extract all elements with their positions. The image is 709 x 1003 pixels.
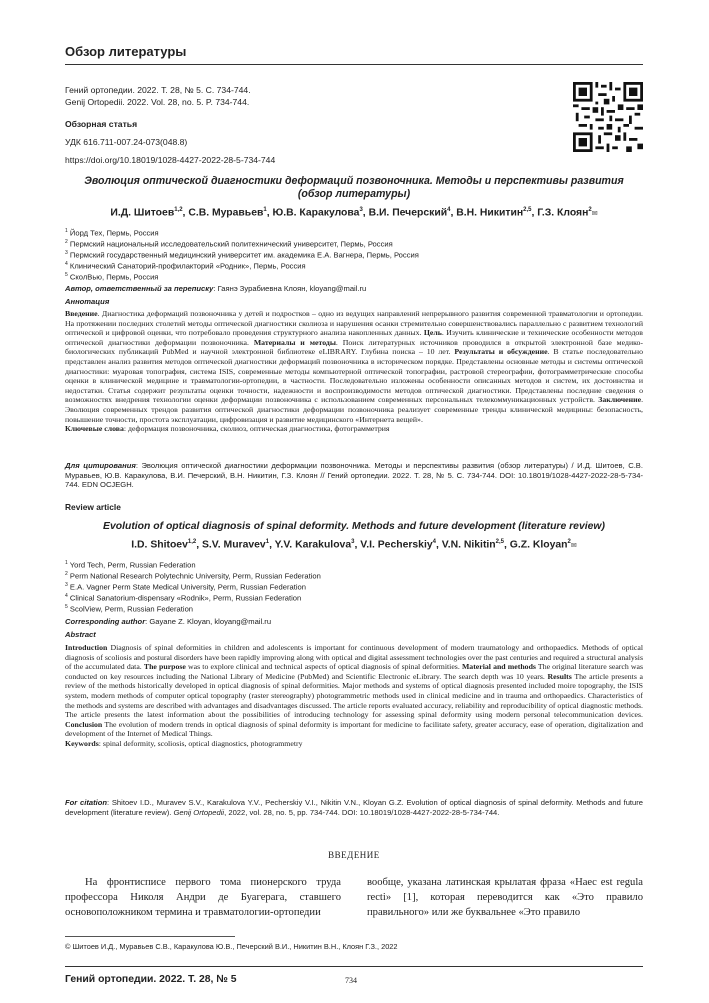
ru-affiliation: $^3$ Пермский государственный медицинский университет им. академика Е.А. Вагнера, Пермь, Россия [65,250,419,260]
journal-ref-en: Genij Ortopedii. 2022. Vol. 28, no. 5. P. 734-744. [65,97,250,107]
en-author: S.V. Muravev [201,539,266,551]
en-title: Evolution of optical diagnosis of spinal deformity. Methods and future development (literature review) [103,521,605,532]
ru-title-line-2: (обзор литературы) [297,188,411,200]
en-abstract: Introduction Diagnosis of spinal deformities in children and adolescents is important for continuous development of modern traumatology and orthopaedics. Methods of optical diagnosis of scoliosis and postural disorders have been rapidly improving along with optical and digital assessment technologies over the past centuries and required a structural analysis of the accumulated data. The purpose was to explore clinical and technical aspects of optical diagnosis of spinal deformities. Material and methods The original literature search was conducted on key resources including the National Library of Medicine (PubMed) and Scientific Electronic eLibrary. The search depth was 10 years. Results The article presents a review of the methods historically developed in optical diagnosis of spinal deformities. Major methods and systems of optical diagnosis presented included moire topography, the ISIS system, modern methods of computer optical topography (raster stereography) photogrammetric methods used in clinical medicine and in trauma and orthopaedics. Characteristics of the methods and systems are described with advantages and disadvantages discussed. The article reports evaluated accuracy, reliability and reproducibility of optical diagnostic methods. The article presents the latest information about the possibilities of introducing technology for assessing spinal deformity using modern personal telecommunication devices. Conclusion The evolution of modern trends in optical diagnosis of spinal deformity is important for medicine to facilitate safety, greater accuracy, ease of operation, digitalization and development of the Internet of Medical Things. Keywords: spinal deformity, scoliosis, optical diagnostics, photogrammetry [65,643,644,748]
journal-ref-ru: Гений ортопедии. 2022. Т. 28, № 5. С. 734-744. [65,85,251,95]
qr-code [573,82,643,152]
en-author: V.I. Pecherskiy [360,539,433,551]
en-author: G.Z. Kloyan [509,539,568,551]
email-icon[interactable]: ✉ [591,210,598,218]
en-affiliation: $^5$ ScolView, Perm, Russian Federation [65,604,194,614]
en-affiliation: $^1$ Yord Tech, Perm, Russian Federation [65,560,196,570]
email-icon[interactable]: ✉ [570,542,577,550]
en-abstract-label: Abstract [65,630,96,639]
body-column-left: На фронтисписе первого тома пионерского труда профессора Николя Андри де Буагерага, ставшего основоположником термина и травматологии-ортопедии [65,877,341,918]
en-citation: For citation: Shitoev I.D., Muravev S.V., Karakulova Y.V., Pecherskiy V.I., Nikitin V.N., Kloyan G.Z. Evolution of optical diagnosis of spinal deformity. Methods and future development (literature review). Genij Ortopedii, 2022, vol. 28, no. 5, pp. 734-744. DOI: 10.18019/1028-4427-2022-28-5-734-744. [65,798,643,817]
udc: УДК 616.711-007.24-073(048.8) [65,137,188,147]
ru-affiliation: $^1$ Йорд Тех, Пермь, Россия [65,228,159,238]
copyright-footnote: © Шитоев И.Д., Муравьев С.В., Каракулова Ю.В., Печерский В.И., Никитин В.Н., Клоян Г.З., 2022 [65,942,398,951]
header-rule [65,64,643,65]
body-column-right: вообще, указана латинская крылатая фраза «Haec est regula recti» [1], которая переводится как «Это правило правильного» или же буквальнее «Это правило [367,877,643,918]
footer-rule [65,966,643,967]
ru-title-line-1: Эволюция оптической диагностики деформаций позвоночника. Методы и перспективы развития [84,175,624,187]
page-number: 734 [345,976,357,985]
section-header: Обзор литературы [65,44,187,59]
ru-author: В.Н. Никитин [456,207,524,219]
en-affiliation: $^2$ Perm National Research Polytechnic University, Perm, Russian Federation [65,571,321,581]
ru-affiliation: $^4$ Клинический Санаторий-профилакторий «Родник», Пермь, Россия [65,261,306,271]
article-type: Обзорная статья [65,119,138,129]
en-author: Y.V. Karakulova [274,539,352,551]
footer-journal: Гений ортопедии. 2022. Т. 28, № 5 [65,974,237,985]
ru-abstract-label: Аннотация [65,297,110,306]
section-heading-introduction: ВВЕДЕНИЕ [328,850,380,860]
ru-author: Г.З. Клоян [537,207,589,219]
ru-abstract: Введение. Диагностика деформаций позвоночника у детей и подростков – одно из ведущих направлений непрерывного развития современной травматологии и ортопедии. На протяжении последних столетий методы оптической диагностики сколиоза и нарушения осанки стремительно совершенствовались параллельно с развитием технологий оптической и цифровой оценки, что потребовало проведения структурного анализа накопленных данных. Цель. Изучить клинические и технические особенности методов оптической диагностики деформации позвоночника. Материалы и методы. Поиск литературных источников проводился в открытой электронной базе медико-биологических публикаций PubMed и научной электронной библиотеке eLIBRARY. Глубина поиска – 10 лет. Результаты и обсуждение. В статье последовательно представлен анализ развития методов оптической диагностики деформаций позвоночника в историческом порядке. Представлены основные методы и системы оптической диагностики: муаровая топография, система ISIS, современные методы компьютерной оптической топографии, растровой стереографии, фотограмметрические способы оценки в клинической медицине и травматологии-ортопедии, в частности. Последовательно изложены особенности описанных методов и систем, их достоинства и недостатки. Статья содержит результаты оценки точности, надежности и воспроизводимости методов оптической диагностики. Представлены последние сведения о возможностях внедрения технологии оценки деформации позвоночника с использованием современных персональных телекоммуникационных устройств. Заключение. Эволюция современных трендов развития оптической диагностики деформации позвоночника реализует современные тренды клинической медицины: безопасность, повышение точности, простота эксплуатации, цифровизация и развитие медицинского «Интернета вещей». Ключевые слова: деформация позвоночника, сколиоз, оптическая диагностика, фотограмметрия [65,309,644,434]
en-affiliation: $^3$ E.A. Vagner Perm State Medical University, Perm, Russian Federation [65,582,306,592]
en-section-label: Review article [65,502,121,512]
doi-link[interactable]: https://doi.org/10.18019/1028-4427-2022-28-5-734-744 [65,155,276,165]
ru-authors: И.Д. Шитоев$^{1,2}$, С.В. Муравьев$^1$, Ю.В. Каракулова$^3$, В.И. Печерский$^4$, В.Н. Никитин$^{2,5}$, Г.З. Клоян$^2$✉ [110,207,598,219]
ru-author: В.И. Печерский [368,207,448,219]
ru-corresponding-author: Автор, ответственный за переписку: Гаянэ Зурабиевна Клоян, kloyang@mail.ru [65,284,367,293]
en-author: I.D. Shitoev [131,539,188,551]
ru-citation: Для цитирования: Эволюция оптической диагностики деформации позвоночника. Методы и перспективы развития (обзор литературы) / И.Д. Шитоев, С.В. Муравьев, Ю.В. Каракулова, В.И. Печерский, В.Н. Никитин, Г.З. Клоян // Гений ортопедии. 2022. Т. 28, № 5. С. 734-744. DOI: 10.18019/1028-4427-2022-28-5-734-744. EDN OCJEGH. [65,461,643,490]
ru-affiliation: $^2$ Пермский национальный исследовательский политехнический университет, Пермь, Россия [65,239,393,249]
footnote-rule [65,936,235,937]
en-affiliation: $^4$ Clinical Sanatorium-dispensary «Rodnik», Perm, Russian Federation [65,593,302,603]
en-author: V.N. Nikitin [441,539,496,551]
ru-author: Ю.В. Каракулова [272,207,360,219]
ru-author: И.Д. Шитоев [110,207,175,219]
en-corresponding-author: Corresponding author: Gayane Z. Kloyan, kloyang@mail.ru [65,617,272,626]
ru-affiliation: $^5$ СколВью, Пермь, Россия [65,272,159,282]
ru-author: С.В. Муравьев [188,207,264,219]
en-authors: I.D. Shitoev$^{1,2}$, S.V. Muravev$^1$, Y.V. Karakulova$^3$, V.I. Pecherskiy$^4$, V.N. Nikitin$^{2,5}$, G.Z. Kloyan$^2$✉ [131,539,577,551]
